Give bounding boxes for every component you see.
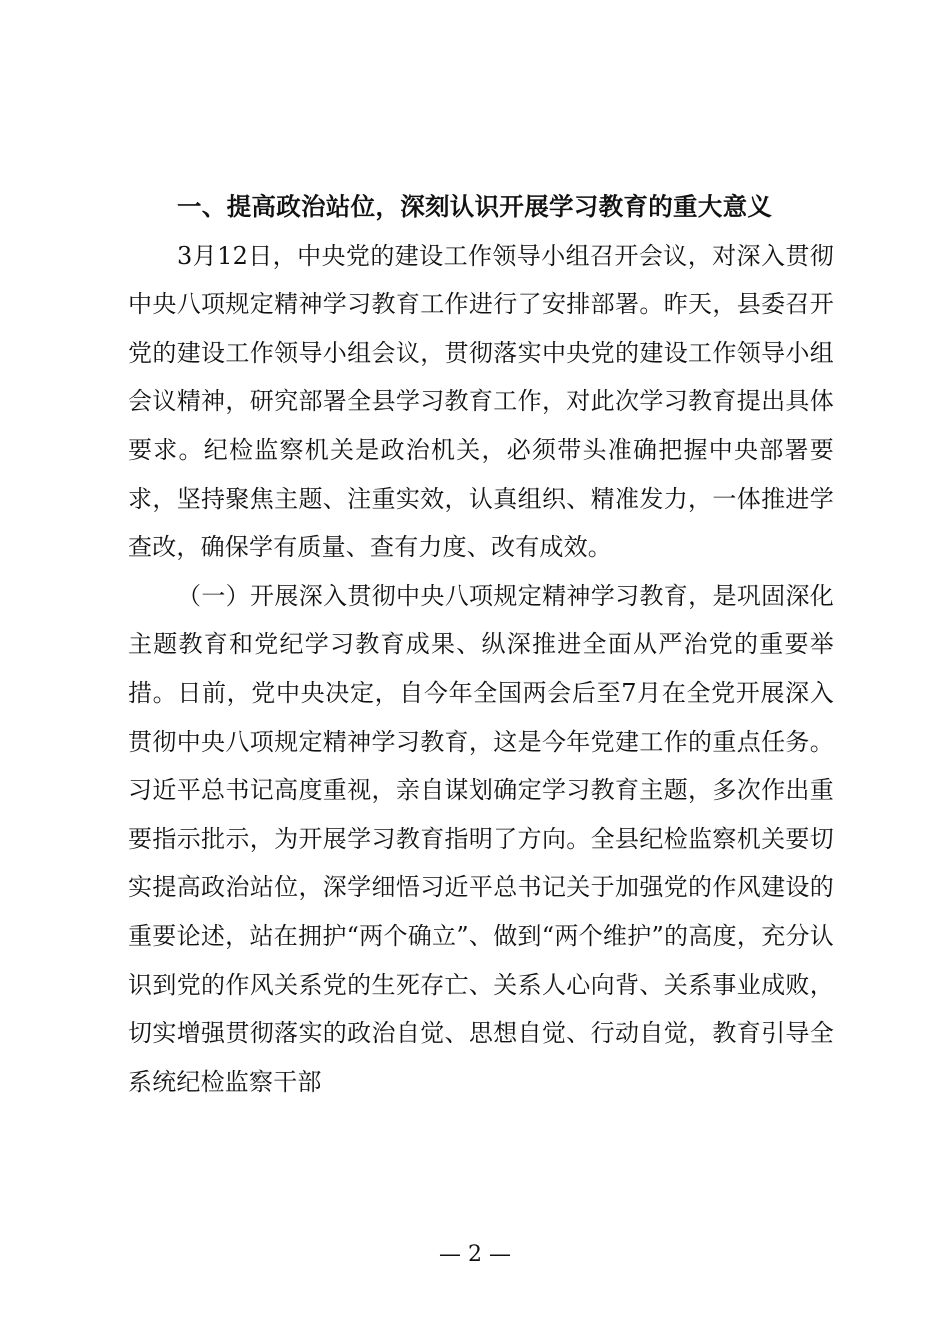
paragraph-1: 3月12日，中央党的建设工作领导小组召开会议，对深入贯彻中央八项规定精神学习教育工作进行了安排部署。昨天，县委召开党的建设工作领导小组会议，贯彻落实中央党的建设工作领导小组会议精神，研究部署全县学习教育工作，对此次学习教育提出具体要求。纪检监察机关是政治机关，必须带头准确把握中央部署要求，坚持聚焦主题、注重实效，认真组织、精准发力，一体推进学查改，确保学有质量、查有力度、改有成效。 [128, 241, 834, 562]
page-number: — 2 — [439, 1242, 511, 1267]
paragraph-2: （一）开展深入贯彻中央八项规定精神学习教育，是巩固深化主题教育和党纪学习教育成果、纵深推进全面从严治党的重要举措。日前，党中央决定，自今年全国两会后至7月在全党开展深入贯彻中央八项规定精神学习教育，这是今年党建工作的重点任务。习近平总书记高度重视，亲自谋划确定学习教育主题，多次作出重要指示批示，为开展学习教育指明了方向。全县纪检监察机关要切实提高政治站位，深学细悟习近平总书记关于加强党的作风建设的重要论述，站在拥护“两个确立”、做到“两个维护”的高度，充分认识到党的作风关系党的生死存亡、关系人心向背、关系事业成败，切实增强贯彻落实的政治自觉、思想自觉、行动自觉，教育引导全系统纪检监察干部 [128, 581, 834, 1096]
section-heading: 一、提高政治站位，深刻认识开展学习教育的重大意义 [177, 192, 773, 221]
document-body [128, 183, 834, 1106]
